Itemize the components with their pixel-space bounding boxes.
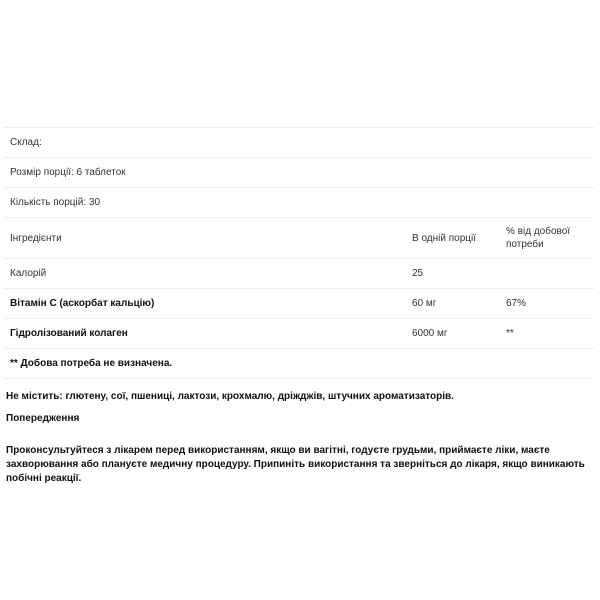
warning-text: Проконсультуйтеся з лікарем перед використанням, якщо ви вагітні, годуєте грудьми, приймаєте ліки, маєте захворювання або плануєте медичну процедуру. Припиніть використання та зверніться до лікаря, якщо виникають побічні реакції.: [6, 445, 585, 484]
free-from-statement: Не містить: глютену, сої, пшениці, лактози, крохмалю, дріжджів, штучних ароматизаторів.: [6, 391, 454, 402]
ingredient-name: Вітамін C (аскорбат кальцію): [4, 289, 406, 319]
serving-size: Розмір порції: 6 таблеток: [4, 158, 594, 188]
ingredient-daily-value: **: [500, 319, 594, 349]
footnote: ** Добова потреба не визначена.: [4, 349, 594, 379]
facts-title: Склад:: [4, 128, 594, 158]
table-row: [4, 289, 594, 319]
column-header-ingredient: Інгредієнти: [4, 218, 406, 259]
serving-size-row: [4, 158, 594, 188]
ingredient-daily-value: [500, 259, 594, 289]
ingredient-name: Гідролізований колаген: [4, 319, 406, 349]
warning-heading: Попередження: [6, 413, 80, 424]
supplement-facts-table: [4, 127, 594, 379]
column-header-amount: В одній порції: [406, 218, 500, 259]
ingredient-name: Калорій: [4, 259, 406, 289]
servings-per-container-row: [4, 188, 594, 218]
ingredient-amount: 25: [406, 259, 500, 289]
ingredient-daily-value: 67%: [500, 289, 594, 319]
servings-per-container: Кількість порцій: 30: [4, 188, 594, 218]
ingredient-amount: 60 мг: [406, 289, 500, 319]
ingredient-amount: 6000 мг: [406, 319, 500, 349]
facts-title-row: [4, 128, 594, 158]
column-header-daily-value: % від добової потреби: [500, 218, 594, 259]
footnote-row: [4, 349, 594, 379]
table-row: [4, 319, 594, 349]
table-row: [4, 259, 594, 289]
table-header-row: [4, 218, 594, 259]
